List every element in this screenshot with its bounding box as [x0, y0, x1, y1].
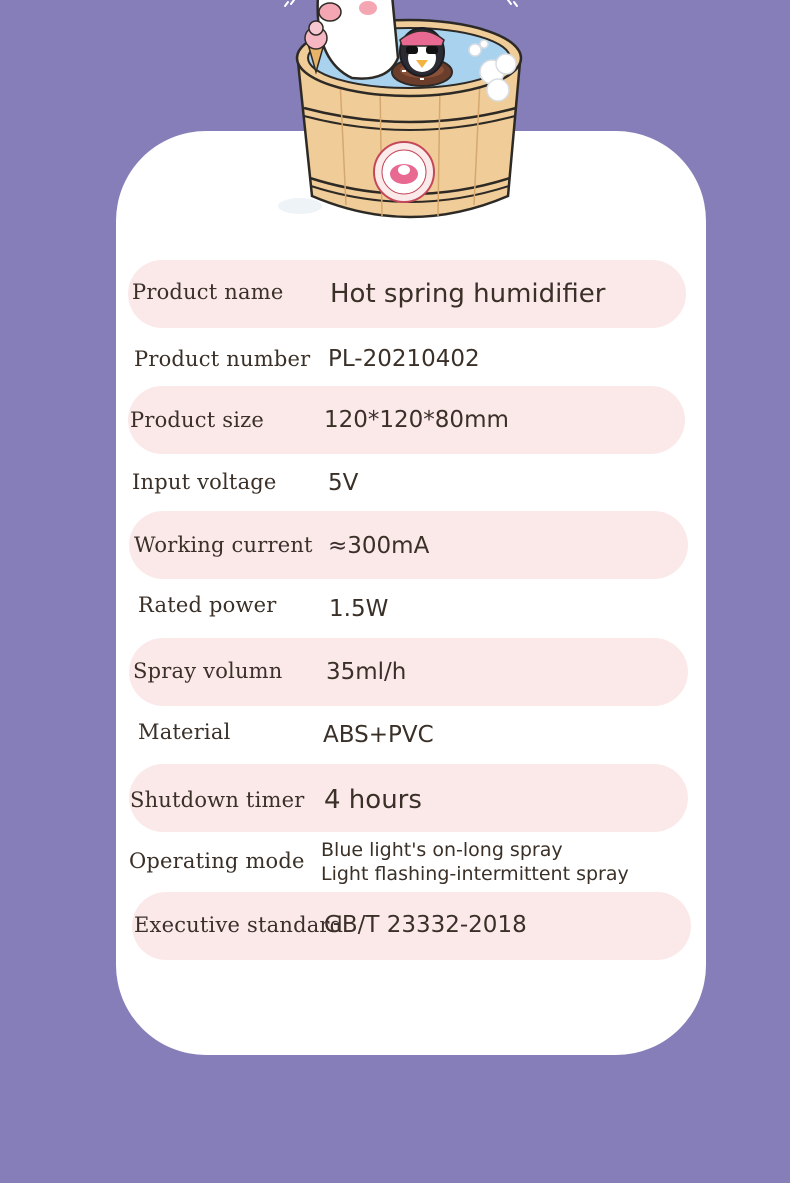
penguin-icon [400, 28, 444, 76]
spec-value: 1.5W [329, 596, 389, 622]
spec-value-line: Light flashing-intermittent spray [321, 863, 629, 885]
spec-label: Product size [130, 408, 265, 432]
spec-value [321, 838, 629, 886]
spec-value: 5V [328, 470, 359, 496]
spec-value: PL-20210402 [328, 346, 480, 372]
spec-value: 35ml/h [326, 659, 407, 685]
spec-value: GB/T 23332-2018 [324, 912, 527, 938]
spec-label: Spray volumn [133, 659, 283, 683]
spec-label: Product number [134, 347, 311, 371]
spec-label: Working current [134, 533, 313, 557]
hot-spring-bucket-illustration [270, 0, 540, 235]
spec-label: Executive standard [134, 913, 344, 937]
spec-value: 4 hours [324, 785, 422, 815]
badge-logo-icon [374, 142, 434, 202]
spec-value: ABS+PVC [323, 722, 434, 748]
spec-value: Hot spring humidifier [330, 279, 606, 309]
spec-label: Input voltage [132, 470, 277, 494]
spec-label: Product name [132, 280, 284, 304]
spec-label: Operating mode [129, 849, 305, 873]
spec-value: 120*120*80mm [324, 407, 509, 433]
spec-label: Material [138, 720, 231, 744]
spec-value: ≈300mA [328, 533, 430, 559]
spec-value-line: Blue light's on-long spray [321, 839, 563, 861]
spec-label: Rated power [138, 593, 277, 617]
spec-label: Shutdown timer [130, 788, 305, 812]
